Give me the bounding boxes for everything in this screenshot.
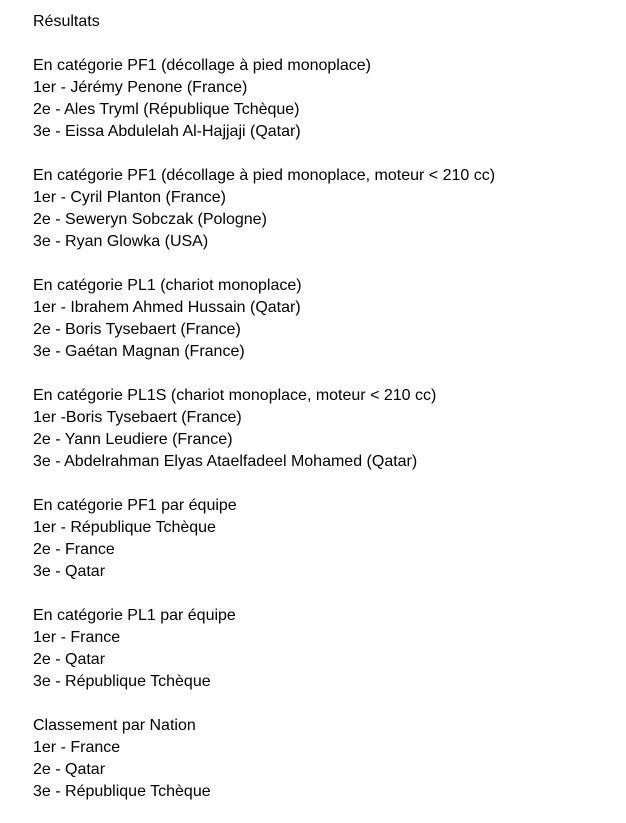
section-heading: En catégorie PL1 (chariot monoplace) xyxy=(33,277,302,294)
result-line-1st: 1er - Jérémy Penone (France) xyxy=(33,79,248,96)
section-pl1 xyxy=(33,275,606,363)
result-line-2nd: 2e - Qatar xyxy=(33,761,106,778)
result-line-1st: 1er - République Tchèque xyxy=(33,519,216,536)
section-heading: En catégorie PF1 par équipe xyxy=(33,497,237,514)
result-line-1st: 1er -Boris Tysebaert (France) xyxy=(33,409,242,426)
result-line-3rd: 3e - Eissa Abdulelah Al-Hajjaji (Qatar) xyxy=(33,123,301,140)
section-pl1-equipe xyxy=(33,605,606,693)
section-heading: En catégorie PF1 (décollage à pied monoplace, moteur < 210 cc) xyxy=(33,167,496,184)
section-pf1-moteur-210 xyxy=(33,165,606,253)
result-line-3rd: 3e - République Tchèque xyxy=(33,783,211,800)
result-line-3rd: 3e - Gaétan Magnan (France) xyxy=(33,343,245,360)
section-heading: Classement par Nation xyxy=(33,717,196,734)
result-line-2nd: 2e - France xyxy=(33,541,115,558)
section-heading: En catégorie PL1S (chariot monoplace, moteur < 210 cc) xyxy=(33,387,437,404)
section-pl1s xyxy=(33,385,606,473)
result-line-1st: 1er - France xyxy=(33,739,121,756)
section-pf1 xyxy=(33,55,606,143)
result-line-2nd: 2e - Qatar xyxy=(33,651,106,668)
result-line-1st: 1er - Ibrahem Ahmed Hussain (Qatar) xyxy=(33,299,301,316)
section-classement-nation xyxy=(33,715,606,803)
result-line-2nd: 2e - Ales Tryml (République Tchèque) xyxy=(33,101,300,118)
result-line-2nd: 2e - Boris Tysebaert (France) xyxy=(33,321,241,338)
result-line-1st: 1er - France xyxy=(33,629,121,646)
result-line-1st: 1er - Cyril Planton (France) xyxy=(33,189,226,206)
result-line-3rd: 3e - République Tchèque xyxy=(33,673,211,690)
result-line-3rd: 3e - Qatar xyxy=(33,563,106,580)
result-line-2nd: 2e - Yann Leudiere (France) xyxy=(33,431,233,448)
result-line-3rd: 3e - Ryan Glowka (USA) xyxy=(33,233,209,250)
section-heading: En catégorie PF1 (décollage à pied monoplace) xyxy=(33,57,371,74)
section-pf1-equipe xyxy=(33,495,606,583)
result-line-3rd: 3e - Abdelrahman Elyas Ataelfadeel Mohamed (Qatar) xyxy=(33,453,418,470)
section-heading: En catégorie PL1 par équipe xyxy=(33,607,236,624)
page-title: Résultats xyxy=(33,13,100,30)
result-line-2nd: 2e - Seweryn Sobczak (Pologne) xyxy=(33,211,267,228)
